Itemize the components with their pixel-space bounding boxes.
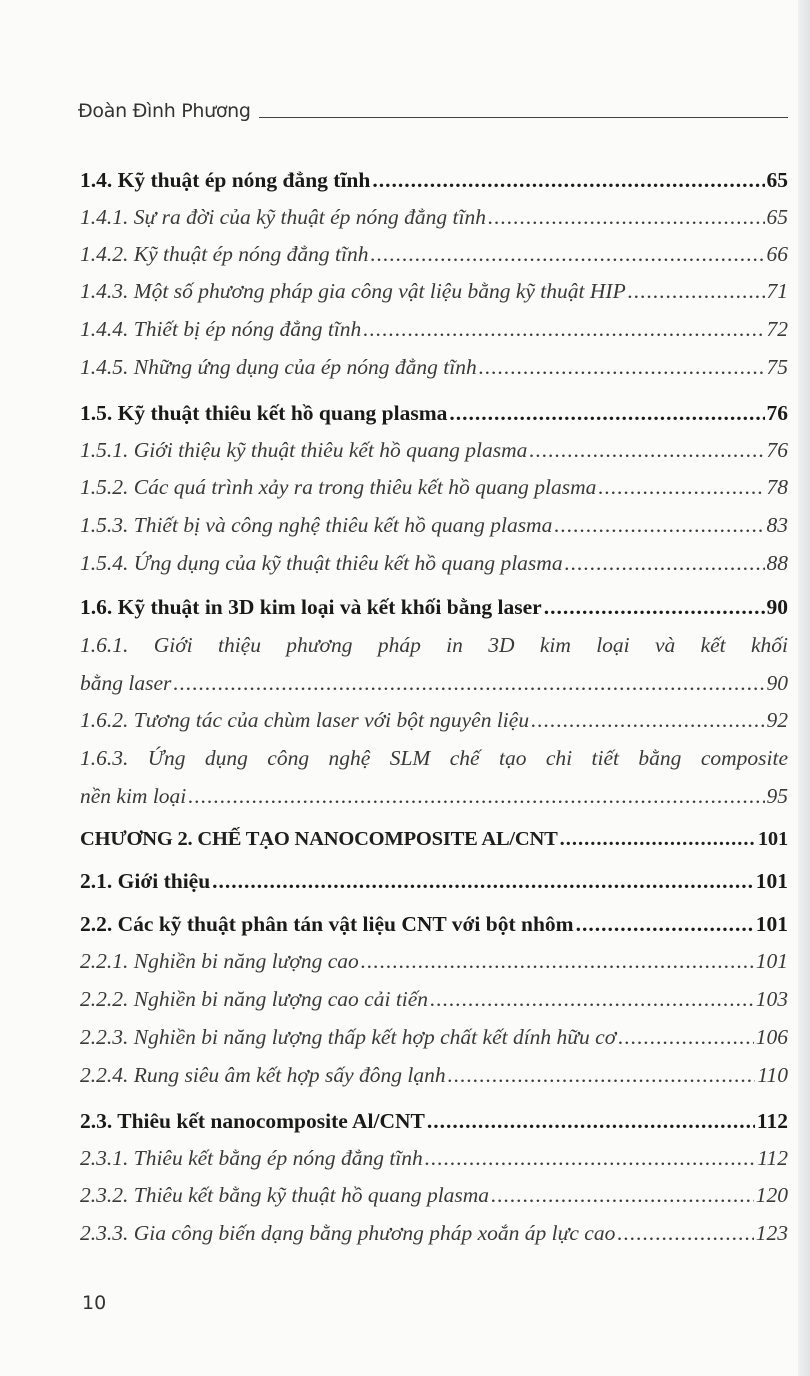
toc-page-number: 101 — [755, 912, 788, 936]
dot-leader — [370, 241, 764, 267]
toc-page-number: 76 — [766, 438, 788, 462]
toc-entry-title: 2.2.4. Rung siêu âm kết hợp sấy đông lạnh — [80, 1063, 446, 1087]
toc-entry — [80, 474, 788, 500]
toc-entry-title: 2.3.3. Gia công biến dạng bằng phương pháp xoắn áp lực cao — [80, 1221, 616, 1245]
toc-entry — [80, 167, 788, 193]
toc-entry — [80, 354, 788, 380]
toc-page-number: 92 — [766, 708, 788, 732]
toc-entry — [80, 1182, 788, 1208]
page-number: 10 — [82, 1292, 107, 1314]
toc-page-number: 65 — [766, 168, 788, 192]
toc-entry — [80, 826, 788, 852]
toc-entry-title: 1.5.4. Ứng dụng của kỹ thuật thiêu kết hồ quang plasma — [80, 551, 563, 575]
toc-entry-title: 1.4.4. Thiết bị ép nóng đẳng tĩnh — [80, 317, 362, 341]
running-header — [78, 100, 788, 122]
dot-leader — [361, 948, 754, 974]
toc-entry-title: 1.6.1. Giới thiệu phương pháp in 3D kim loại và kết khối — [80, 633, 788, 657]
toc-page-number: 123 — [755, 1221, 788, 1245]
toc-page-number: 71 — [766, 279, 788, 303]
toc-entry — [80, 868, 788, 894]
toc-page-number: 76 — [766, 401, 788, 425]
toc-entry-title: 1.4.3. Một số phương pháp gia công vật liệu bằng kỹ thuật HIP — [80, 279, 626, 303]
toc-page-number: 101 — [755, 949, 788, 973]
toc-page-number: 112 — [757, 1146, 788, 1170]
toc-entry-title: 1.4.5. Những ứng dụng của ép nóng đẳng tĩnh — [80, 355, 477, 379]
toc-page-number: 112 — [756, 1109, 788, 1133]
toc-entry-title: 1.6.3. Ứng dụng công nghệ SLM chế tạo chi tiết bằng composite — [80, 746, 788, 770]
dot-leader — [212, 868, 754, 894]
toc-page-number: 95 — [766, 784, 788, 808]
toc-page-number: 90 — [766, 671, 788, 695]
toc-page-number: 103 — [755, 987, 788, 1011]
toc-entry-title: 2.2.1. Nghiền bi năng lượng cao — [80, 949, 359, 973]
toc-entry — [80, 204, 788, 230]
toc-entry — [80, 550, 788, 576]
dot-leader — [173, 670, 764, 696]
toc-entry-title-cont: nền kim loại — [80, 784, 187, 808]
toc-entry-title: 1.4.2. Kỹ thuật ép nóng đẳng tĩnh — [80, 242, 369, 266]
toc-entry — [80, 1108, 788, 1134]
toc-page-number: 83 — [766, 513, 788, 537]
toc-entry-title: 1.5.1. Giới thiệu kỹ thuật thiêu kết hồ quang plasma — [80, 438, 528, 462]
dot-leader — [448, 1062, 756, 1088]
dot-leader — [565, 550, 765, 576]
toc-entry — [80, 632, 788, 696]
toc-entry — [80, 241, 788, 267]
toc-entry — [80, 1145, 788, 1171]
toc-entry-title: 1.4.1. Sự ra đời của kỹ thuật ép nóng đẳng tĩnh — [80, 205, 486, 229]
toc-page-number: 88 — [766, 551, 788, 575]
dot-leader — [491, 1182, 754, 1208]
toc-entry — [80, 437, 788, 463]
toc-entry-title: 1.6. Kỹ thuật in 3D kim loại và kết khối bằng laser — [80, 595, 542, 619]
header-rule — [259, 117, 788, 118]
toc-entry — [80, 1024, 788, 1050]
dot-leader — [531, 707, 764, 733]
toc-entry — [80, 512, 788, 538]
toc-entry — [80, 707, 788, 733]
toc-entry — [80, 278, 788, 304]
dot-leader — [488, 204, 765, 230]
dot-leader — [430, 986, 754, 1012]
toc-page-number: 65 — [766, 205, 788, 229]
toc-page-number: 78 — [766, 475, 788, 499]
dot-leader — [617, 1220, 753, 1246]
toc-entry-title: 2.1. Giới thiệu — [80, 869, 211, 893]
toc-page-number: 101 — [757, 828, 788, 850]
toc-entry-title: 2.3.1. Thiêu kết bằng ép nóng đẳng tĩnh — [80, 1146, 423, 1170]
dot-leader — [628, 278, 765, 304]
dot-leader — [544, 594, 765, 620]
toc-entry-title: 2.3.2. Thiêu kết bằng kỹ thuật hồ quang plasma — [80, 1183, 490, 1207]
toc-entry — [80, 745, 788, 809]
adjacent-page-edge — [798, 0, 810, 1376]
toc-page-number: 110 — [757, 1063, 788, 1087]
toc-entry — [80, 594, 788, 620]
dot-leader — [560, 826, 756, 852]
dot-leader — [425, 1145, 756, 1171]
toc-page-number: 66 — [766, 242, 788, 266]
dot-leader — [363, 316, 764, 342]
toc-entry-title: 1.6.2. Tương tác của chùm laser với bột nguyên liệu — [80, 708, 530, 732]
dot-leader — [449, 400, 764, 426]
toc-entry-title: 1.5.3. Thiết bị và công nghệ thiêu kết hồ quang plasma — [80, 513, 553, 537]
toc-entry — [80, 400, 788, 426]
toc-entry-title: CHƯƠNG 2. CHẾ TẠO NANOCOMPOSITE AL/CNT — [80, 828, 558, 850]
toc-entry — [80, 1062, 788, 1088]
dot-leader — [598, 474, 764, 500]
toc-entry-title: 1.5. Kỹ thuật thiêu kết hồ quang plasma — [80, 401, 448, 425]
toc-entry-title-cont: bằng laser — [80, 671, 172, 695]
toc-entry-title: 2.2. Các kỹ thuật phân tán vật liệu CNT với bột nhôm — [80, 912, 574, 936]
toc-entry — [80, 316, 788, 342]
dot-leader — [576, 911, 754, 937]
toc-entry — [80, 986, 788, 1012]
toc-page-number: 101 — [755, 869, 788, 893]
toc-entry — [80, 948, 788, 974]
toc-entry-title: 1.4. Kỹ thuật ép nóng đẳng tĩnh — [80, 168, 371, 192]
toc-entry-title: 1.5.2. Các quá trình xảy ra trong thiêu kết hồ quang plasma — [80, 475, 597, 499]
toc-page-number: 75 — [766, 355, 788, 379]
toc-entry-title: 2.2.3. Nghiền bi năng lượng thấp kết hợp chất kết dính hữu cơ — [80, 1025, 617, 1049]
dot-leader — [479, 354, 765, 380]
toc-entry — [80, 1220, 788, 1246]
dot-leader — [427, 1108, 755, 1134]
toc-page-number: 106 — [755, 1025, 788, 1049]
toc-entry-title: 2.2.2. Nghiền bi năng lượng cao cải tiến — [80, 987, 429, 1011]
dot-leader — [529, 437, 764, 463]
toc-page-number: 72 — [766, 317, 788, 341]
author-name: Đoàn Đình Phương — [78, 100, 251, 122]
dot-leader — [188, 783, 764, 809]
dot-leader — [372, 167, 764, 193]
dot-leader — [554, 512, 764, 538]
dot-leader — [618, 1024, 754, 1050]
toc-page-number: 90 — [766, 595, 788, 619]
toc-page-number: 120 — [755, 1183, 788, 1207]
toc-entry — [80, 911, 788, 937]
toc-entry-title: 2.3. Thiêu kết nanocomposite Al/CNT — [80, 1109, 425, 1133]
